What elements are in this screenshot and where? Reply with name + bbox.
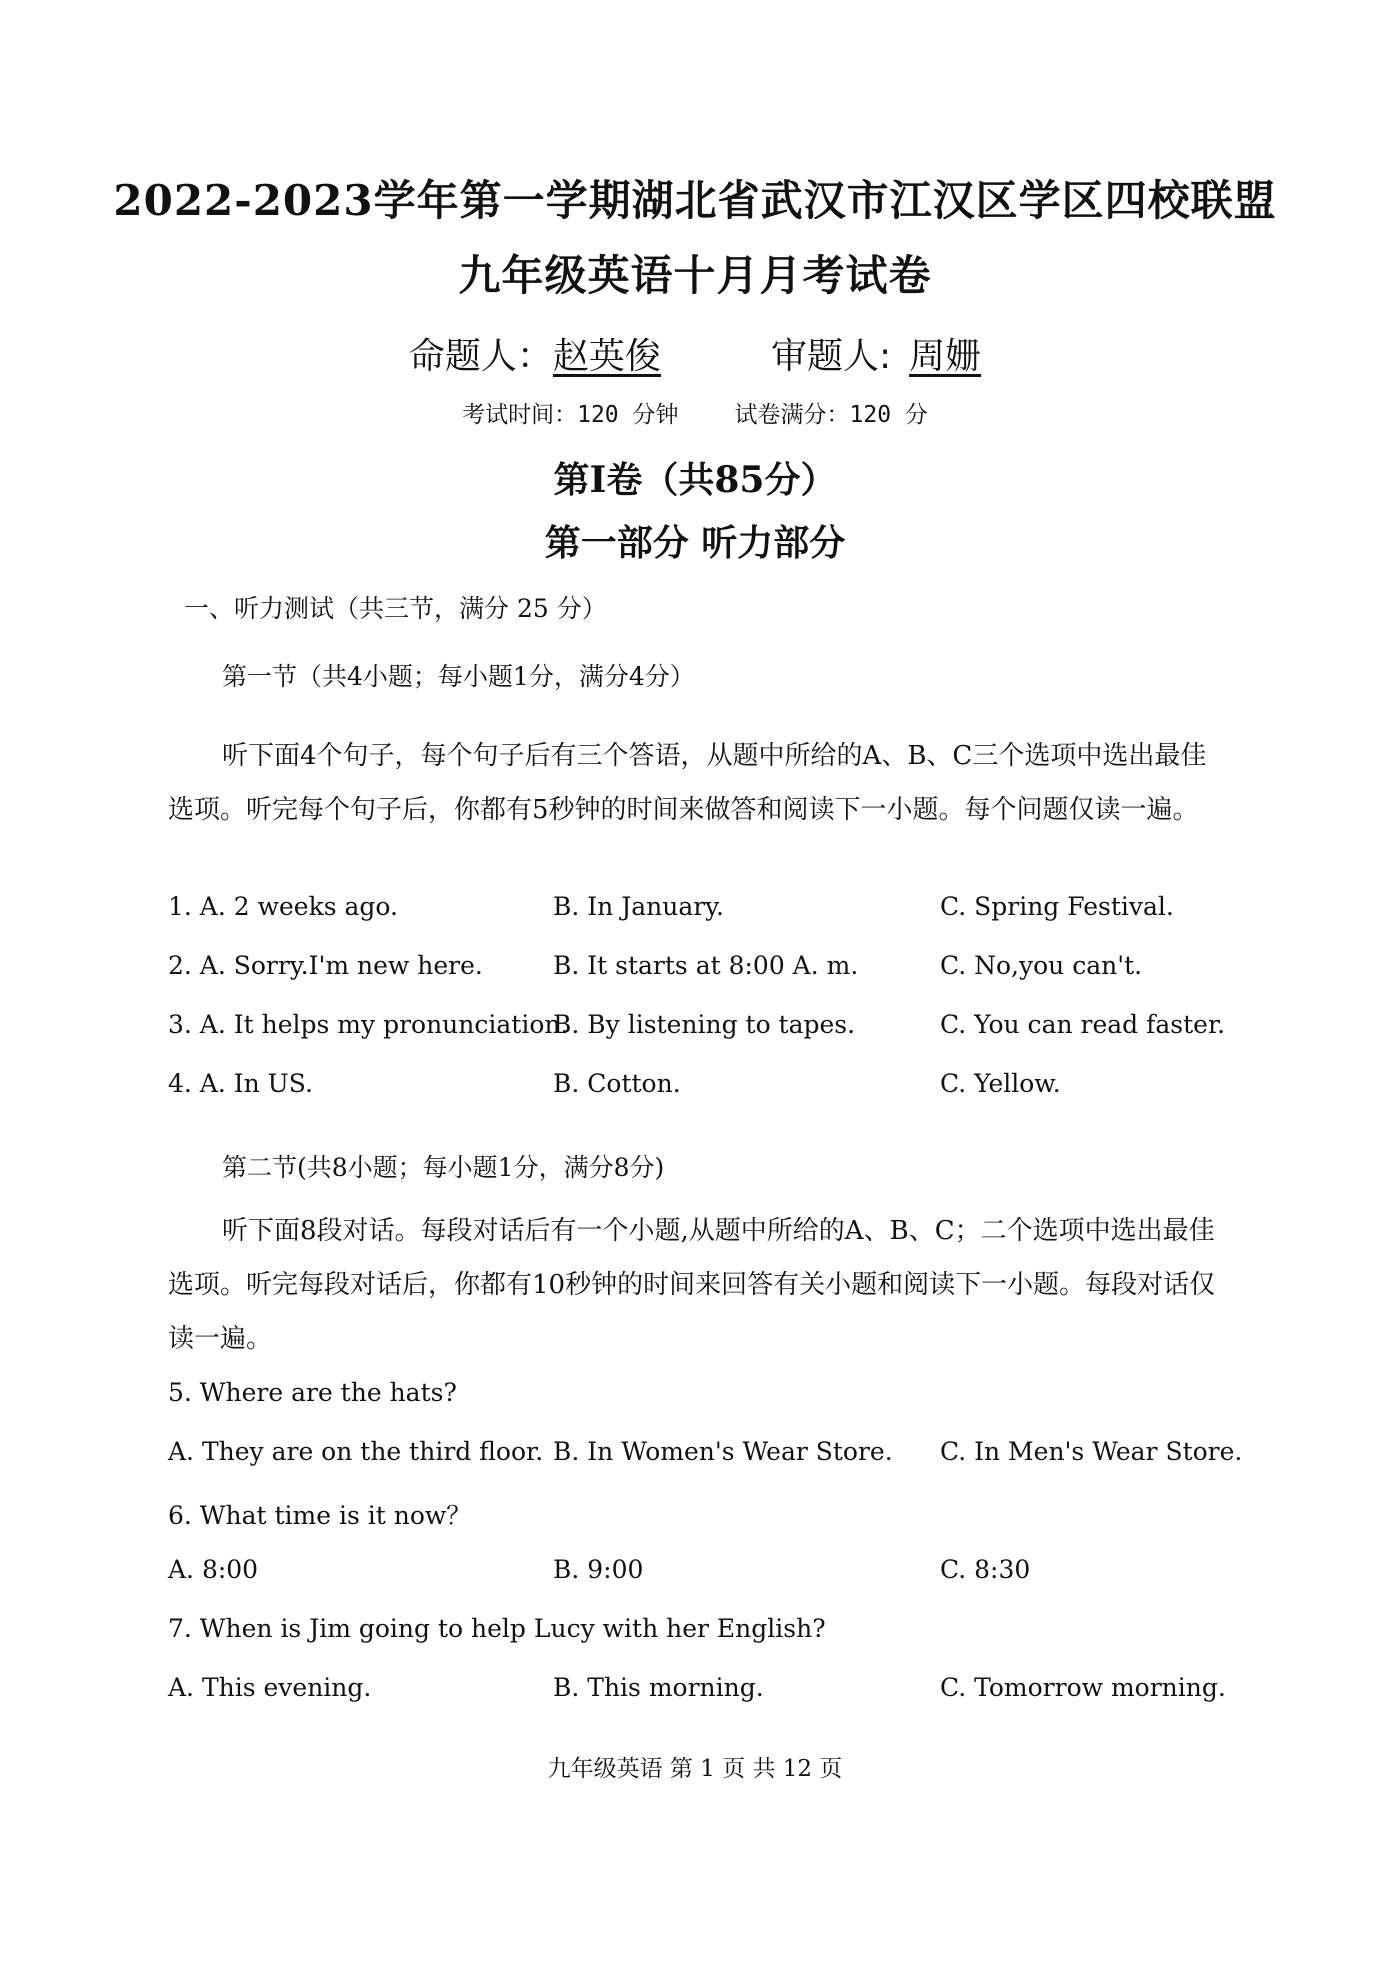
exam-full-score: 试卷满分：120 分 [734,402,928,428]
listening-title: 一、听力测试（共三节，满分 25 分） [184,594,607,623]
q2-option-b: B. It starts at 8:00 A. m. [553,951,859,980]
q5-option-a: A. They are on the third floor. [168,1437,544,1466]
reviewer-label: 审题人: [770,336,892,377]
page-footer: 九年级英语 第 1 页 共 12 页 [547,1756,843,1782]
section2-heading: 第二节(共8小题；每小题1分，满分8分) [222,1153,665,1182]
q4-option-a: 4. A. In US. [168,1069,313,1098]
q7-option-b: B. This morning. [553,1673,764,1702]
volume-heading: 第I卷（共85分） [553,459,837,501]
exam-meta [0,396,1390,429]
q6-option-a: A. 8:00 [168,1555,259,1584]
exam-title-line1: 2022-2023学年第一学期湖北省武汉市江汉区学区四校联盟 [113,176,1277,225]
q3-option-b: B. By listening to tapes. [553,1010,856,1039]
setter-label: 命题人： [408,336,553,377]
q7-option-c: C. Tomorrow morning. [940,1673,1226,1702]
q7-question: 7. When is Jim going to help Lucy with her English? [168,1614,826,1643]
q7-option-a: A. This evening. [168,1673,372,1702]
q2-option-c: C. No,you can't. [940,951,1143,980]
q5-question: 5. Where are the hats? [168,1378,457,1407]
section2-instructions [168,1204,1223,1366]
exam-time: 考试时间：120 分钟 [462,402,679,428]
q1-option-c: C. Spring Festival. [940,892,1174,921]
q2-option-a: 2. A. Sorry.I'm new here. [168,951,483,980]
part-heading: 第一部分 听力部分 [544,522,846,564]
exam-title-line2: 九年级英语十月月考试卷 [458,251,932,300]
authors-line [0,328,1390,379]
section1-instructions [168,729,1223,837]
q4-option-b: B. Cotton. [553,1069,681,1098]
section1-instructions-text: 听下面4个句子，每个句子后有三个答语，从题中所给的A、B、C三个选项中选出最佳选项。听完每个句子后，你都有5秒钟的时间来做答和阅读下一小题。每个问题仅读一遍。 [168,741,1207,825]
q1-option-a: 1. A. 2 weeks ago. [168,892,398,921]
q5-option-b: B. In Women's Wear Store. [553,1437,893,1466]
q3-option-a: 3. A. It helps my pronunciation. [168,1010,569,1039]
q6-option-c: C. 8:30 [940,1555,1031,1584]
section2-instructions-text: 听下面8段对话。每段对话后有一个小题,从题中所给的A、B、C；二个选项中选出最佳选项。听完每段对话后，你都有10秒钟的时间来回答有关小题和阅读下一小题。每段对话仅读一遍。 [168,1216,1216,1354]
section1-heading: 第一节（共4小题；每小题1分，满分4分） [222,662,695,691]
q6-option-b: B. 9:00 [553,1555,644,1584]
q6-question: 6. What time is it now？ [168,1501,472,1530]
q1-option-b: B. In January. [553,892,724,921]
q4-option-c: C. Yellow. [940,1069,1061,1098]
setter-name: 赵英俊 [552,336,661,377]
reviewer-name: 周姗 [909,336,982,377]
q3-option-c: C. You can read faster. [940,1010,1226,1039]
q5-option-c: C. In Men's Wear Store. [940,1437,1243,1466]
